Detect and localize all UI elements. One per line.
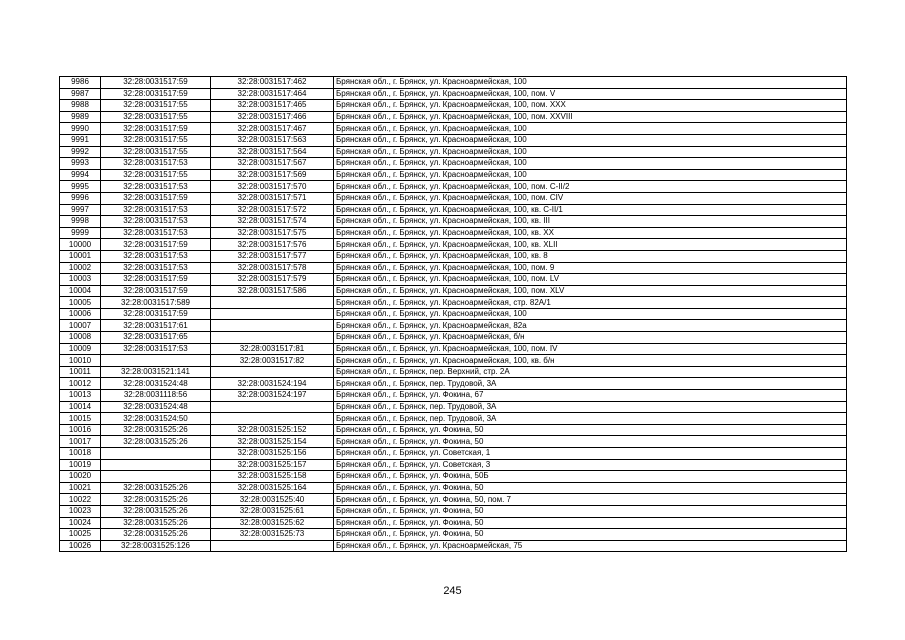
- parcel-number-cell: 32:28:0031517:53: [101, 216, 211, 228]
- object-number-cell: 32:28:0031517:564: [211, 146, 334, 158]
- parcel-number-cell: 32:28:0031525:26: [101, 436, 211, 448]
- parcel-number-cell: 32:28:0031524:48: [101, 378, 211, 390]
- row-number-cell: 10002: [60, 262, 101, 274]
- object-number-cell: 32:28:0031525:157: [211, 459, 334, 471]
- address-cell: Брянская обл., г. Брянск, ул. Красноармейская, 100: [334, 158, 847, 170]
- parcel-number-cell: 32:28:0031525:26: [101, 494, 211, 506]
- parcel-number-cell: 32:28:0031517:53: [101, 227, 211, 239]
- parcel-number-cell: 32:28:0031517:53: [101, 262, 211, 274]
- row-number-cell: 9986: [60, 77, 101, 89]
- object-number-cell: [211, 332, 334, 344]
- address-cell: Брянская обл., г. Брянск, пер. Верхний, стр. 2А: [334, 366, 847, 378]
- row-number-cell: 10011: [60, 366, 101, 378]
- address-cell: Брянская обл., г. Брянск, ул. Красноармейская, стр. 82А/1: [334, 297, 847, 309]
- address-cell: Брянская обл., г. Брянск, ул. Красноармейская, 100: [334, 134, 847, 146]
- object-number-cell: 32:28:0031525:62: [211, 517, 334, 529]
- address-cell: Брянская обл., г. Брянск, ул. Красноармейская, 100: [334, 169, 847, 181]
- table-row: [60, 227, 847, 239]
- object-number-cell: 32:28:0031517:579: [211, 274, 334, 286]
- row-number-cell: 10008: [60, 332, 101, 344]
- object-number-cell: 32:28:0031517:567: [211, 158, 334, 170]
- table-row: [60, 262, 847, 274]
- object-number-cell: 32:28:0031517:462: [211, 77, 334, 89]
- row-number-cell: 10006: [60, 308, 101, 320]
- address-cell: Брянская обл., г. Брянск, ул. Фокина, 50: [334, 505, 847, 517]
- parcel-number-cell: 32:28:0031525:26: [101, 482, 211, 494]
- row-number-cell: 10022: [60, 494, 101, 506]
- row-number-cell: 10000: [60, 239, 101, 251]
- table-row: [60, 216, 847, 228]
- table-row: [60, 181, 847, 193]
- object-number-cell: 32:28:0031517:466: [211, 111, 334, 123]
- table-row: [60, 204, 847, 216]
- address-cell: Брянская обл., г. Брянск, ул. Красноармейская, 100: [334, 123, 847, 135]
- object-number-cell: [211, 308, 334, 320]
- object-number-cell: 32:28:0031517:82: [211, 355, 334, 367]
- object-number-cell: [211, 366, 334, 378]
- object-number-cell: 32:28:0031517:576: [211, 239, 334, 251]
- table-row: [60, 390, 847, 402]
- address-cell: Брянская обл., г. Брянск, ул. Красноармейская, 100, пом. V: [334, 88, 847, 100]
- address-cell: Брянская обл., г. Брянск, ул. Фокина, 50: [334, 436, 847, 448]
- object-number-cell: 32:28:0031524:194: [211, 378, 334, 390]
- object-number-cell: 32:28:0031517:572: [211, 204, 334, 216]
- table-row: [60, 517, 847, 529]
- parcel-number-cell: [101, 459, 211, 471]
- address-cell: Брянская обл., г. Брянск, ул. Красноармейская, 100, кв. 8: [334, 250, 847, 262]
- parcel-number-cell: 32:28:0031517:59: [101, 285, 211, 297]
- address-cell: Брянская обл., г. Брянск, ул. Красноармейская, 100, пом. IV: [334, 343, 847, 355]
- table-row: [60, 111, 847, 123]
- parcel-number-cell: 32:28:0031525:26: [101, 424, 211, 436]
- parcel-number-cell: 32:28:0031524:48: [101, 401, 211, 413]
- address-cell: Брянская обл., г. Брянск, ул. Красноармейская, 100, кв. С-II/1: [334, 204, 847, 216]
- object-number-cell: 32:28:0031517:575: [211, 227, 334, 239]
- address-cell: Брянская обл., г. Брянск, ул. Красноармейская, б/н: [334, 332, 847, 344]
- parcel-number-cell: 32:28:0031517:55: [101, 134, 211, 146]
- table-row: [60, 146, 847, 158]
- table-row: [60, 134, 847, 146]
- address-cell: Брянская обл., г. Брянск, ул. Красноармейская, 100, пом. XLV: [334, 285, 847, 297]
- parcel-number-cell: [101, 355, 211, 367]
- table-row: [60, 308, 847, 320]
- table-row: [60, 494, 847, 506]
- address-cell: Брянская обл., г. Брянск, ул. Красноармейская, 100: [334, 77, 847, 89]
- row-number-cell: 9989: [60, 111, 101, 123]
- row-number-cell: 10015: [60, 413, 101, 425]
- object-number-cell: 32:28:0031525:154: [211, 436, 334, 448]
- object-number-cell: [211, 297, 334, 309]
- table-row: [60, 77, 847, 89]
- table-row: [60, 332, 847, 344]
- row-number-cell: 10017: [60, 436, 101, 448]
- object-number-cell: 32:28:0031517:577: [211, 250, 334, 262]
- parcel-number-cell: 32:28:0031521:141: [101, 366, 211, 378]
- table-row: [60, 100, 847, 112]
- table-row: [60, 448, 847, 460]
- row-number-cell: 9992: [60, 146, 101, 158]
- parcel-number-cell: 32:28:0031517:53: [101, 343, 211, 355]
- table-row: [60, 320, 847, 332]
- table-row: [60, 482, 847, 494]
- parcel-number-cell: 32:28:0031118:56: [101, 390, 211, 402]
- table-body: [60, 77, 847, 552]
- parcel-number-cell: 32:28:0031517:53: [101, 250, 211, 262]
- object-number-cell: 32:28:0031525:40: [211, 494, 334, 506]
- parcel-number-cell: 32:28:0031517:59: [101, 77, 211, 89]
- row-number-cell: 10012: [60, 378, 101, 390]
- row-number-cell: 9988: [60, 100, 101, 112]
- row-number-cell: 10021: [60, 482, 101, 494]
- parcel-number-cell: 32:28:0031525:26: [101, 517, 211, 529]
- table-row: [60, 366, 847, 378]
- row-number-cell: 10024: [60, 517, 101, 529]
- table-row: [60, 505, 847, 517]
- table-row: [60, 123, 847, 135]
- row-number-cell: 10023: [60, 505, 101, 517]
- address-cell: Брянская обл., г. Брянск, ул. Советская, 3: [334, 459, 847, 471]
- table-row: [60, 413, 847, 425]
- table-row: [60, 297, 847, 309]
- parcel-number-cell: 32:28:0031524:50: [101, 413, 211, 425]
- table-row: [60, 529, 847, 541]
- parcel-number-cell: 32:28:0031517:59: [101, 308, 211, 320]
- address-cell: Брянская обл., г. Брянск, ул. Красноармейская, 100: [334, 308, 847, 320]
- object-number-cell: [211, 540, 334, 552]
- object-number-cell: 32:28:0031517:571: [211, 192, 334, 204]
- table-row: [60, 355, 847, 367]
- table-row: [60, 424, 847, 436]
- table-row: [60, 88, 847, 100]
- address-cell: Брянская обл., г. Брянск, пер. Трудовой, 3А: [334, 401, 847, 413]
- address-cell: Брянская обл., г. Брянск, ул. Красноармейская, 100, кв. XX: [334, 227, 847, 239]
- table-row: [60, 401, 847, 413]
- object-number-cell: 32:28:0031517:569: [211, 169, 334, 181]
- address-cell: Брянская обл., г. Брянск, ул. Красноармейская, 100, пом. XXVIII: [334, 111, 847, 123]
- parcel-number-cell: 32:28:0031517:65: [101, 332, 211, 344]
- parcel-number-cell: 32:28:0031517:589: [101, 297, 211, 309]
- address-cell: Брянская обл., г. Брянск, ул. Фокина, 50Б: [334, 471, 847, 483]
- parcel-number-cell: 32:28:0031517:55: [101, 111, 211, 123]
- table-row: [60, 343, 847, 355]
- parcel-number-cell: 32:28:0031517:53: [101, 158, 211, 170]
- row-number-cell: 9994: [60, 169, 101, 181]
- parcel-number-cell: 32:28:0031517:53: [101, 181, 211, 193]
- page-number: 245: [443, 585, 462, 597]
- table-row: [60, 285, 847, 297]
- address-cell: Брянская обл., г. Брянск, ул. Красноармейская, 100, кв. XLII: [334, 239, 847, 251]
- address-cell: Брянская обл., г. Брянск, ул. Советская, 1: [334, 448, 847, 460]
- table-row: [60, 250, 847, 262]
- object-number-cell: 32:28:0031517:467: [211, 123, 334, 135]
- parcel-number-cell: 32:28:0031525:126: [101, 540, 211, 552]
- parcel-number-cell: [101, 471, 211, 483]
- object-number-cell: 32:28:0031517:586: [211, 285, 334, 297]
- parcel-number-cell: 32:28:0031517:59: [101, 239, 211, 251]
- row-number-cell: 10003: [60, 274, 101, 286]
- address-cell: Брянская обл., г. Брянск, ул. Красноармейская, 100, кв. б/н: [334, 355, 847, 367]
- address-cell: Брянская обл., г. Брянск, ул. Красноармейская, 100, пом. XXX: [334, 100, 847, 112]
- address-cell: Брянская обл., г. Брянск, ул. Красноармейская, 82а: [334, 320, 847, 332]
- parcel-number-cell: 32:28:0031517:59: [101, 88, 211, 100]
- table-row: [60, 239, 847, 251]
- object-number-cell: 32:28:0031525:164: [211, 482, 334, 494]
- address-cell: Брянская обл., г. Брянск, пер. Трудовой, 3А: [334, 413, 847, 425]
- row-number-cell: 10019: [60, 459, 101, 471]
- object-number-cell: 32:28:0031517:578: [211, 262, 334, 274]
- cadastral-table: [59, 76, 847, 552]
- row-number-cell: 10013: [60, 390, 101, 402]
- row-number-cell: 10018: [60, 448, 101, 460]
- row-number-cell: 9990: [60, 123, 101, 135]
- address-cell: Брянская обл., г. Брянск, ул. Красноармейская, 100, пом. С-II/2: [334, 181, 847, 193]
- row-number-cell: 10007: [60, 320, 101, 332]
- table-row: [60, 471, 847, 483]
- table-row: [60, 274, 847, 286]
- table-row: [60, 192, 847, 204]
- address-cell: Брянская обл., г. Брянск, ул. Фокина, 67: [334, 390, 847, 402]
- object-number-cell: 32:28:0031517:570: [211, 181, 334, 193]
- row-number-cell: 10025: [60, 529, 101, 541]
- object-number-cell: 32:28:0031517:574: [211, 216, 334, 228]
- object-number-cell: [211, 320, 334, 332]
- row-number-cell: 10026: [60, 540, 101, 552]
- row-number-cell: 10009: [60, 343, 101, 355]
- row-number-cell: 9997: [60, 204, 101, 216]
- address-cell: Брянская обл., г. Брянск, ул. Красноармейская, 100, пом. 9: [334, 262, 847, 274]
- address-cell: Брянская обл., г. Брянск, ул. Фокина, 50: [334, 517, 847, 529]
- object-number-cell: 32:28:0031517:464: [211, 88, 334, 100]
- table-row: [60, 169, 847, 181]
- table-row: [60, 436, 847, 448]
- parcel-number-cell: 32:28:0031517:59: [101, 123, 211, 135]
- address-cell: Брянская обл., г. Брянск, ул. Фокина, 50: [334, 424, 847, 436]
- row-number-cell: 10005: [60, 297, 101, 309]
- parcel-number-cell: 32:28:0031517:55: [101, 146, 211, 158]
- object-number-cell: 32:28:0031517:81: [211, 343, 334, 355]
- table-row: [60, 459, 847, 471]
- object-number-cell: 32:28:0031517:563: [211, 134, 334, 146]
- address-cell: Брянская обл., г. Брянск, ул. Красноармейская, 100, пом. LV: [334, 274, 847, 286]
- row-number-cell: 10004: [60, 285, 101, 297]
- object-number-cell: [211, 413, 334, 425]
- object-number-cell: 32:28:0031525:152: [211, 424, 334, 436]
- object-number-cell: 32:28:0031524:197: [211, 390, 334, 402]
- object-number-cell: 32:28:0031525:73: [211, 529, 334, 541]
- object-number-cell: [211, 401, 334, 413]
- address-cell: Брянская обл., г. Брянск, пер. Трудовой, 3А: [334, 378, 847, 390]
- row-number-cell: 10014: [60, 401, 101, 413]
- object-number-cell: 32:28:0031525:156: [211, 448, 334, 460]
- object-number-cell: 32:28:0031525:61: [211, 505, 334, 517]
- parcel-number-cell: [101, 448, 211, 460]
- address-cell: Брянская обл., г. Брянск, ул. Красноармейская, 75: [334, 540, 847, 552]
- row-number-cell: 10016: [60, 424, 101, 436]
- table-row: [60, 158, 847, 170]
- address-cell: Брянская обл., г. Брянск, ул. Фокина, 50: [334, 529, 847, 541]
- address-cell: Брянская обл., г. Брянск, ул. Фокина, 50: [334, 482, 847, 494]
- parcel-number-cell: 32:28:0031517:53: [101, 204, 211, 216]
- object-number-cell: 32:28:0031517:465: [211, 100, 334, 112]
- row-number-cell: 9991: [60, 134, 101, 146]
- table-row: [60, 540, 847, 552]
- address-cell: Брянская обл., г. Брянск, ул. Красноармейская, 100: [334, 146, 847, 158]
- address-cell: Брянская обл., г. Брянск, ул. Красноармейская, 100, пом. CIV: [334, 192, 847, 204]
- row-number-cell: 10020: [60, 471, 101, 483]
- address-cell: Брянская обл., г. Брянск, ул. Красноармейская, 100, кв. III: [334, 216, 847, 228]
- parcel-number-cell: 32:28:0031517:61: [101, 320, 211, 332]
- object-number-cell: 32:28:0031525:158: [211, 471, 334, 483]
- parcel-number-cell: 32:28:0031517:59: [101, 192, 211, 204]
- row-number-cell: 9995: [60, 181, 101, 193]
- table-row: [60, 378, 847, 390]
- row-number-cell: 9998: [60, 216, 101, 228]
- parcel-number-cell: 32:28:0031525:26: [101, 505, 211, 517]
- parcel-number-cell: 32:28:0031517:55: [101, 100, 211, 112]
- row-number-cell: 9987: [60, 88, 101, 100]
- row-number-cell: 10001: [60, 250, 101, 262]
- row-number-cell: 9996: [60, 192, 101, 204]
- row-number-cell: 10010: [60, 355, 101, 367]
- parcel-number-cell: 32:28:0031517:55: [101, 169, 211, 181]
- address-cell: Брянская обл., г. Брянск, ул. Фокина, 50, пом. 7: [334, 494, 847, 506]
- parcel-number-cell: 32:28:0031525:26: [101, 529, 211, 541]
- row-number-cell: 9993: [60, 158, 101, 170]
- parcel-number-cell: 32:28:0031517:59: [101, 274, 211, 286]
- row-number-cell: 9999: [60, 227, 101, 239]
